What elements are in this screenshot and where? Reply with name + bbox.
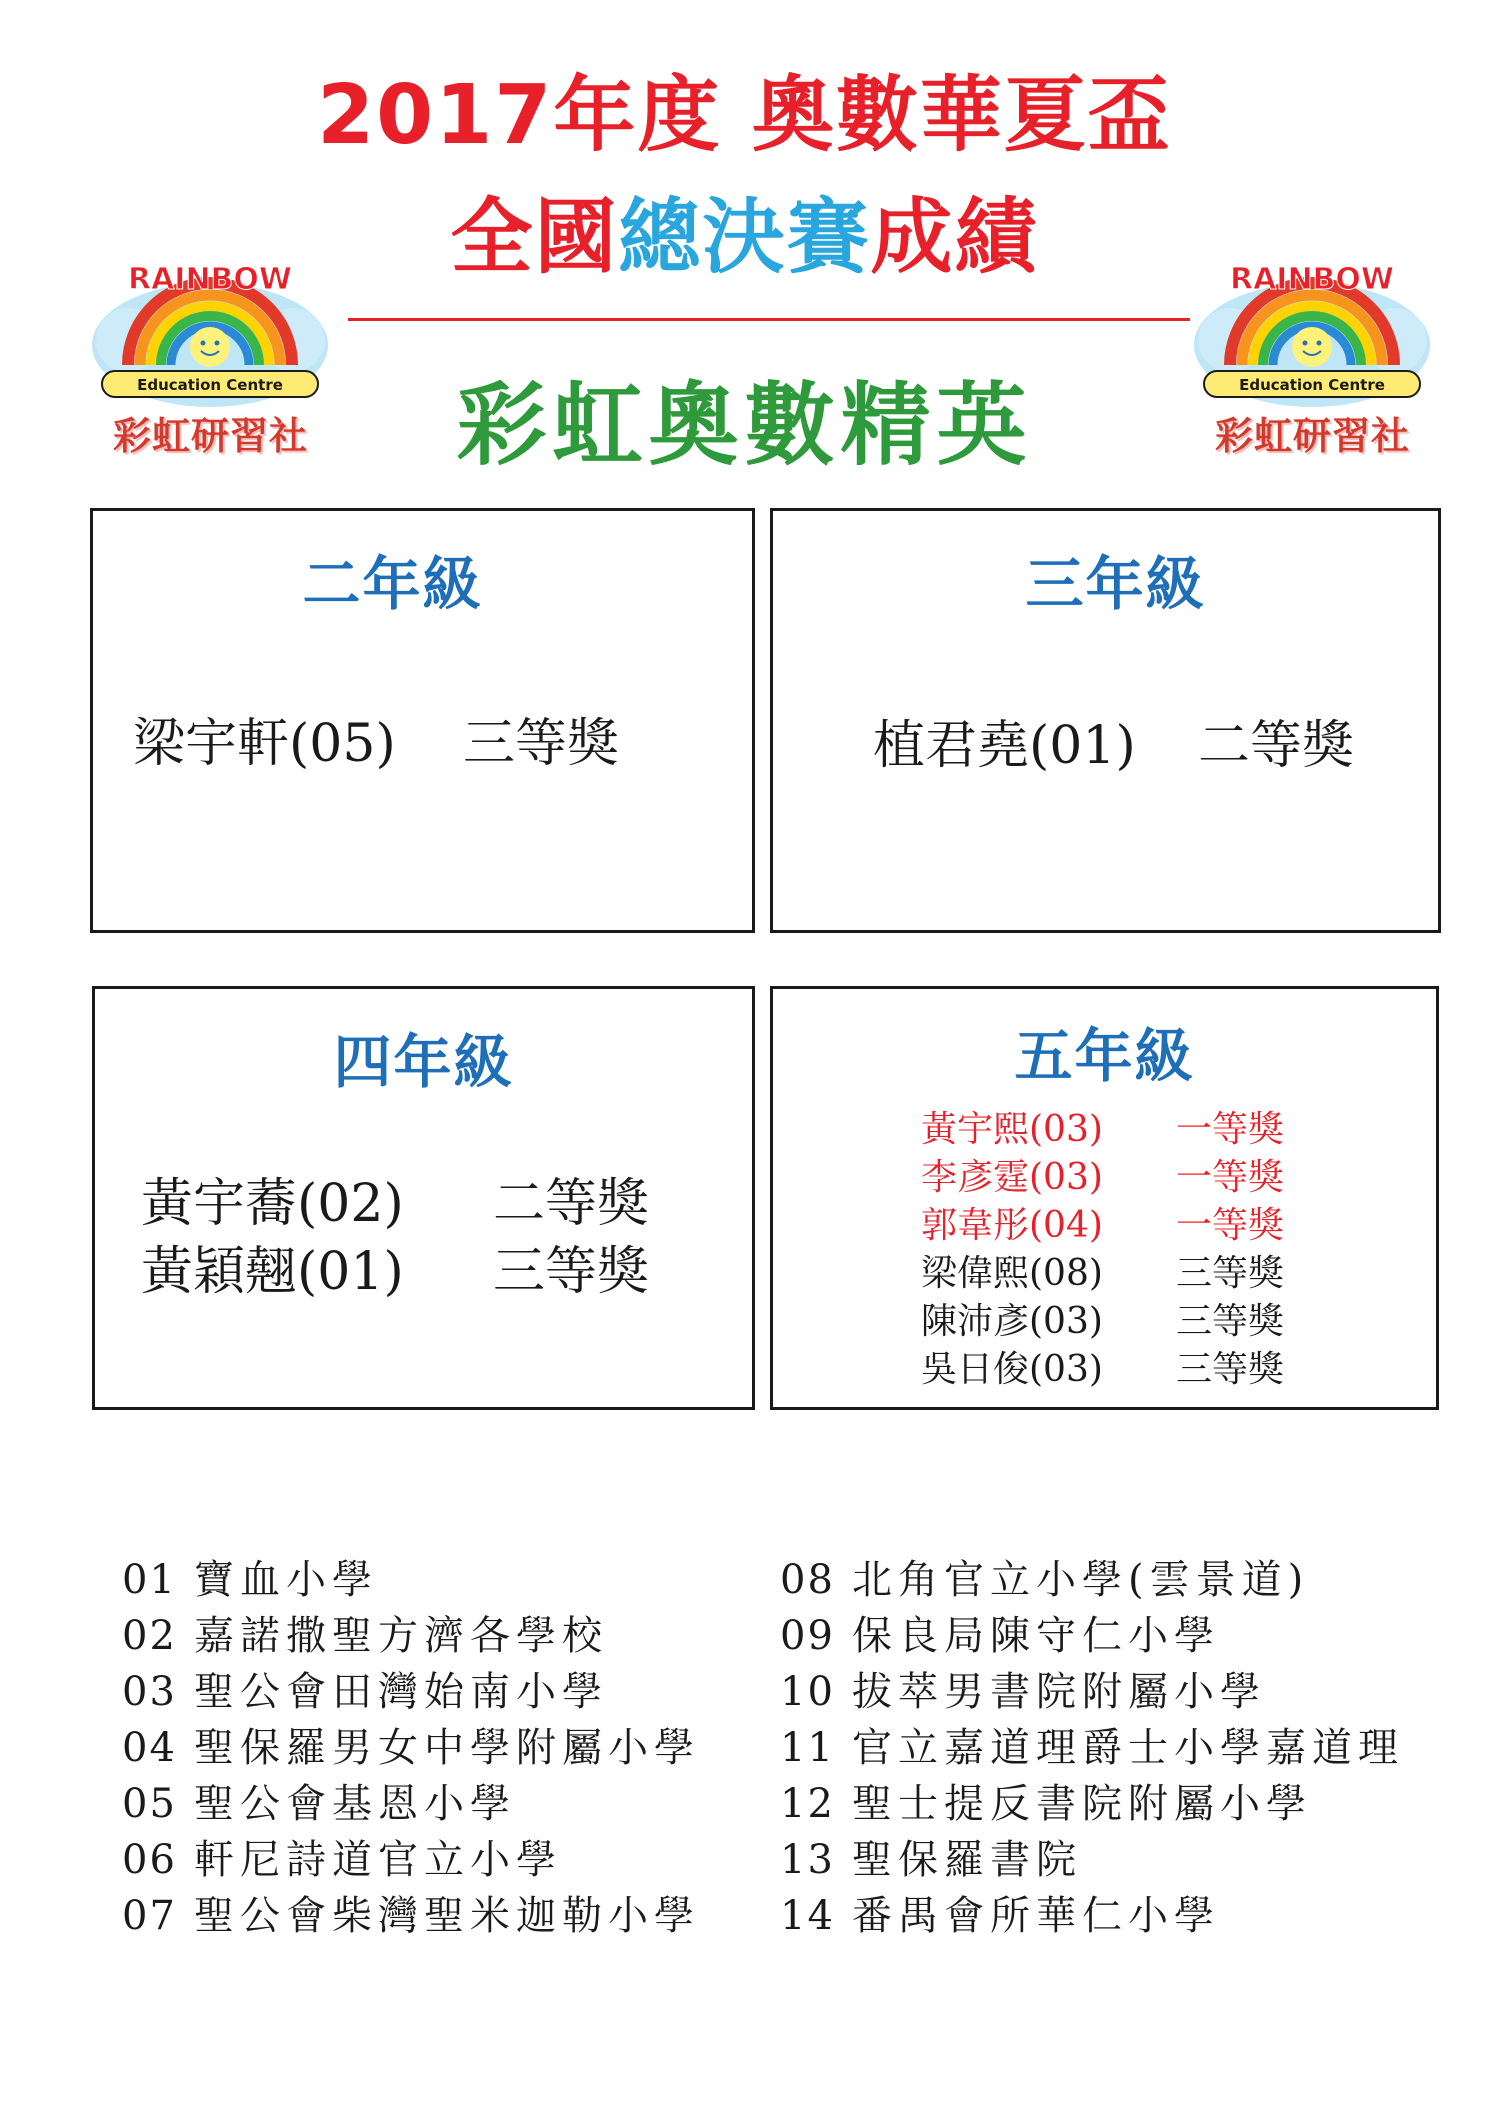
grade-4-box (92, 986, 755, 1410)
svg-text:Education Centre: Education Centre (137, 376, 283, 394)
school-name: 寶血小學 (194, 1557, 378, 1603)
title-divider (348, 318, 1190, 321)
school-name: 北角官立小學(雲景道) (852, 1557, 1310, 1603)
school-code: 05 (122, 1781, 177, 1827)
svg-text:Education Centre: Education Centre (1239, 376, 1385, 394)
student-name: 黃宇熙(03) (921, 1109, 1103, 1150)
page-subtitle: 彩虹奧數精英 (456, 373, 1033, 478)
school-name: 聖士提反書院附屬小學 (852, 1781, 1312, 1827)
svg-text:RAINBOW: RAINBOW (127, 262, 293, 297)
award-label: 三等獎 (493, 1242, 650, 1302)
school-name: 軒尼詩道官立小學 (194, 1837, 562, 1883)
title-part-national: 全國 (450, 190, 619, 285)
title-part-final: 總決賽 (618, 190, 871, 285)
grade-5-box (770, 986, 1439, 1410)
school-code: 13 (780, 1837, 835, 1883)
school-name: 聖保羅男女中學附屬小學 (194, 1725, 700, 1771)
logo-caption: 彩虹研習社 (112, 413, 308, 458)
school-legend-row (780, 1884, 1220, 1941)
title-part-results: 成績 (870, 190, 1039, 285)
award-label: 三等獎 (1176, 1301, 1285, 1342)
school-legend-row (780, 1716, 1404, 1773)
school-name: 聖公會基恩小學 (194, 1781, 516, 1827)
grade-2-title: 二年級 (302, 550, 483, 618)
school-legend-row (780, 1660, 1266, 1717)
school-name: 拔萃男書院附屬小學 (852, 1669, 1266, 1715)
school-legend-row (122, 1660, 608, 1717)
rainbow-icon (88, 245, 333, 410)
award-label: 三等獎 (463, 714, 620, 774)
rainbow-icon (1190, 245, 1435, 410)
school-name: 聖保羅書院 (852, 1837, 1082, 1883)
school-legend-row (780, 1548, 1309, 1605)
svg-text:RAINBOW: RAINBOW (1229, 262, 1395, 297)
grade-3-box (770, 508, 1441, 933)
school-name: 聖公會柴灣聖米迦勒小學 (194, 1893, 700, 1939)
award-label: 一等獎 (1176, 1205, 1285, 1246)
student-name: 植君堯(01) (873, 716, 1136, 776)
rainbow-logo-right (1190, 245, 1435, 470)
school-legend-left (122, 1548, 742, 1948)
award-label: 一等獎 (1176, 1109, 1285, 1150)
school-code: 12 (780, 1781, 835, 1827)
school-legend-row (780, 1828, 1082, 1885)
student-name: 吳日俊(03) (921, 1349, 1103, 1390)
award-label: 二等獎 (493, 1174, 650, 1234)
school-code: 14 (780, 1893, 835, 1939)
student-name: 梁偉熙(08) (921, 1253, 1103, 1294)
school-name: 保良局陳守仁小學 (852, 1613, 1220, 1659)
award-label: 三等獎 (1176, 1253, 1285, 1294)
logo-caption: 彩虹研習社 (1214, 413, 1410, 458)
student-name: 梁宇軒(05) (133, 714, 396, 774)
school-code: 10 (780, 1669, 835, 1715)
school-name: 官立嘉道理爵士小學嘉道理 (852, 1725, 1404, 1771)
school-legend-row (780, 1604, 1220, 1661)
grade-5-title: 五年級 (1014, 1022, 1195, 1090)
school-legend-row (122, 1772, 516, 1829)
school-code: 04 (122, 1725, 177, 1771)
school-name: 嘉諾撒聖方濟各學校 (194, 1613, 608, 1659)
school-legend-row (122, 1604, 608, 1661)
student-name: 黃穎翹(01) (141, 1242, 404, 1302)
school-name: 番禺會所華仁小學 (852, 1893, 1220, 1939)
school-code: 03 (122, 1669, 177, 1715)
award-label: 三等獎 (1176, 1349, 1285, 1390)
school-name: 聖公會田灣始南小學 (194, 1669, 608, 1715)
grade-3-title: 三年級 (1025, 550, 1206, 618)
grade-4-title: 四年級 (333, 1028, 514, 1096)
school-legend-row (122, 1884, 700, 1941)
student-name: 李彥霆(03) (921, 1157, 1103, 1198)
school-code: 01 (122, 1557, 177, 1603)
student-name: 黃宇蕎(02) (141, 1174, 404, 1234)
rainbow-logo-left (88, 245, 333, 470)
school-code: 07 (122, 1893, 177, 1939)
school-legend-right (780, 1548, 1460, 1948)
school-legend-row (122, 1828, 562, 1885)
school-code: 08 (780, 1557, 835, 1603)
school-legend-row (122, 1716, 700, 1773)
student-name: 郭韋彤(04) (921, 1205, 1103, 1246)
award-label: 二等獎 (1198, 716, 1355, 776)
school-legend-row (122, 1548, 378, 1605)
school-code: 09 (780, 1613, 835, 1659)
school-legend-row (780, 1772, 1312, 1829)
student-name: 陳沛彥(03) (921, 1301, 1103, 1342)
school-code: 06 (122, 1837, 177, 1883)
award-label: 一等獎 (1176, 1157, 1285, 1198)
school-code: 02 (122, 1613, 177, 1659)
school-code: 11 (780, 1725, 835, 1771)
grade-2-box (90, 508, 755, 933)
page-title-line1: 2017年度 奧數華夏盃 (317, 68, 1172, 163)
